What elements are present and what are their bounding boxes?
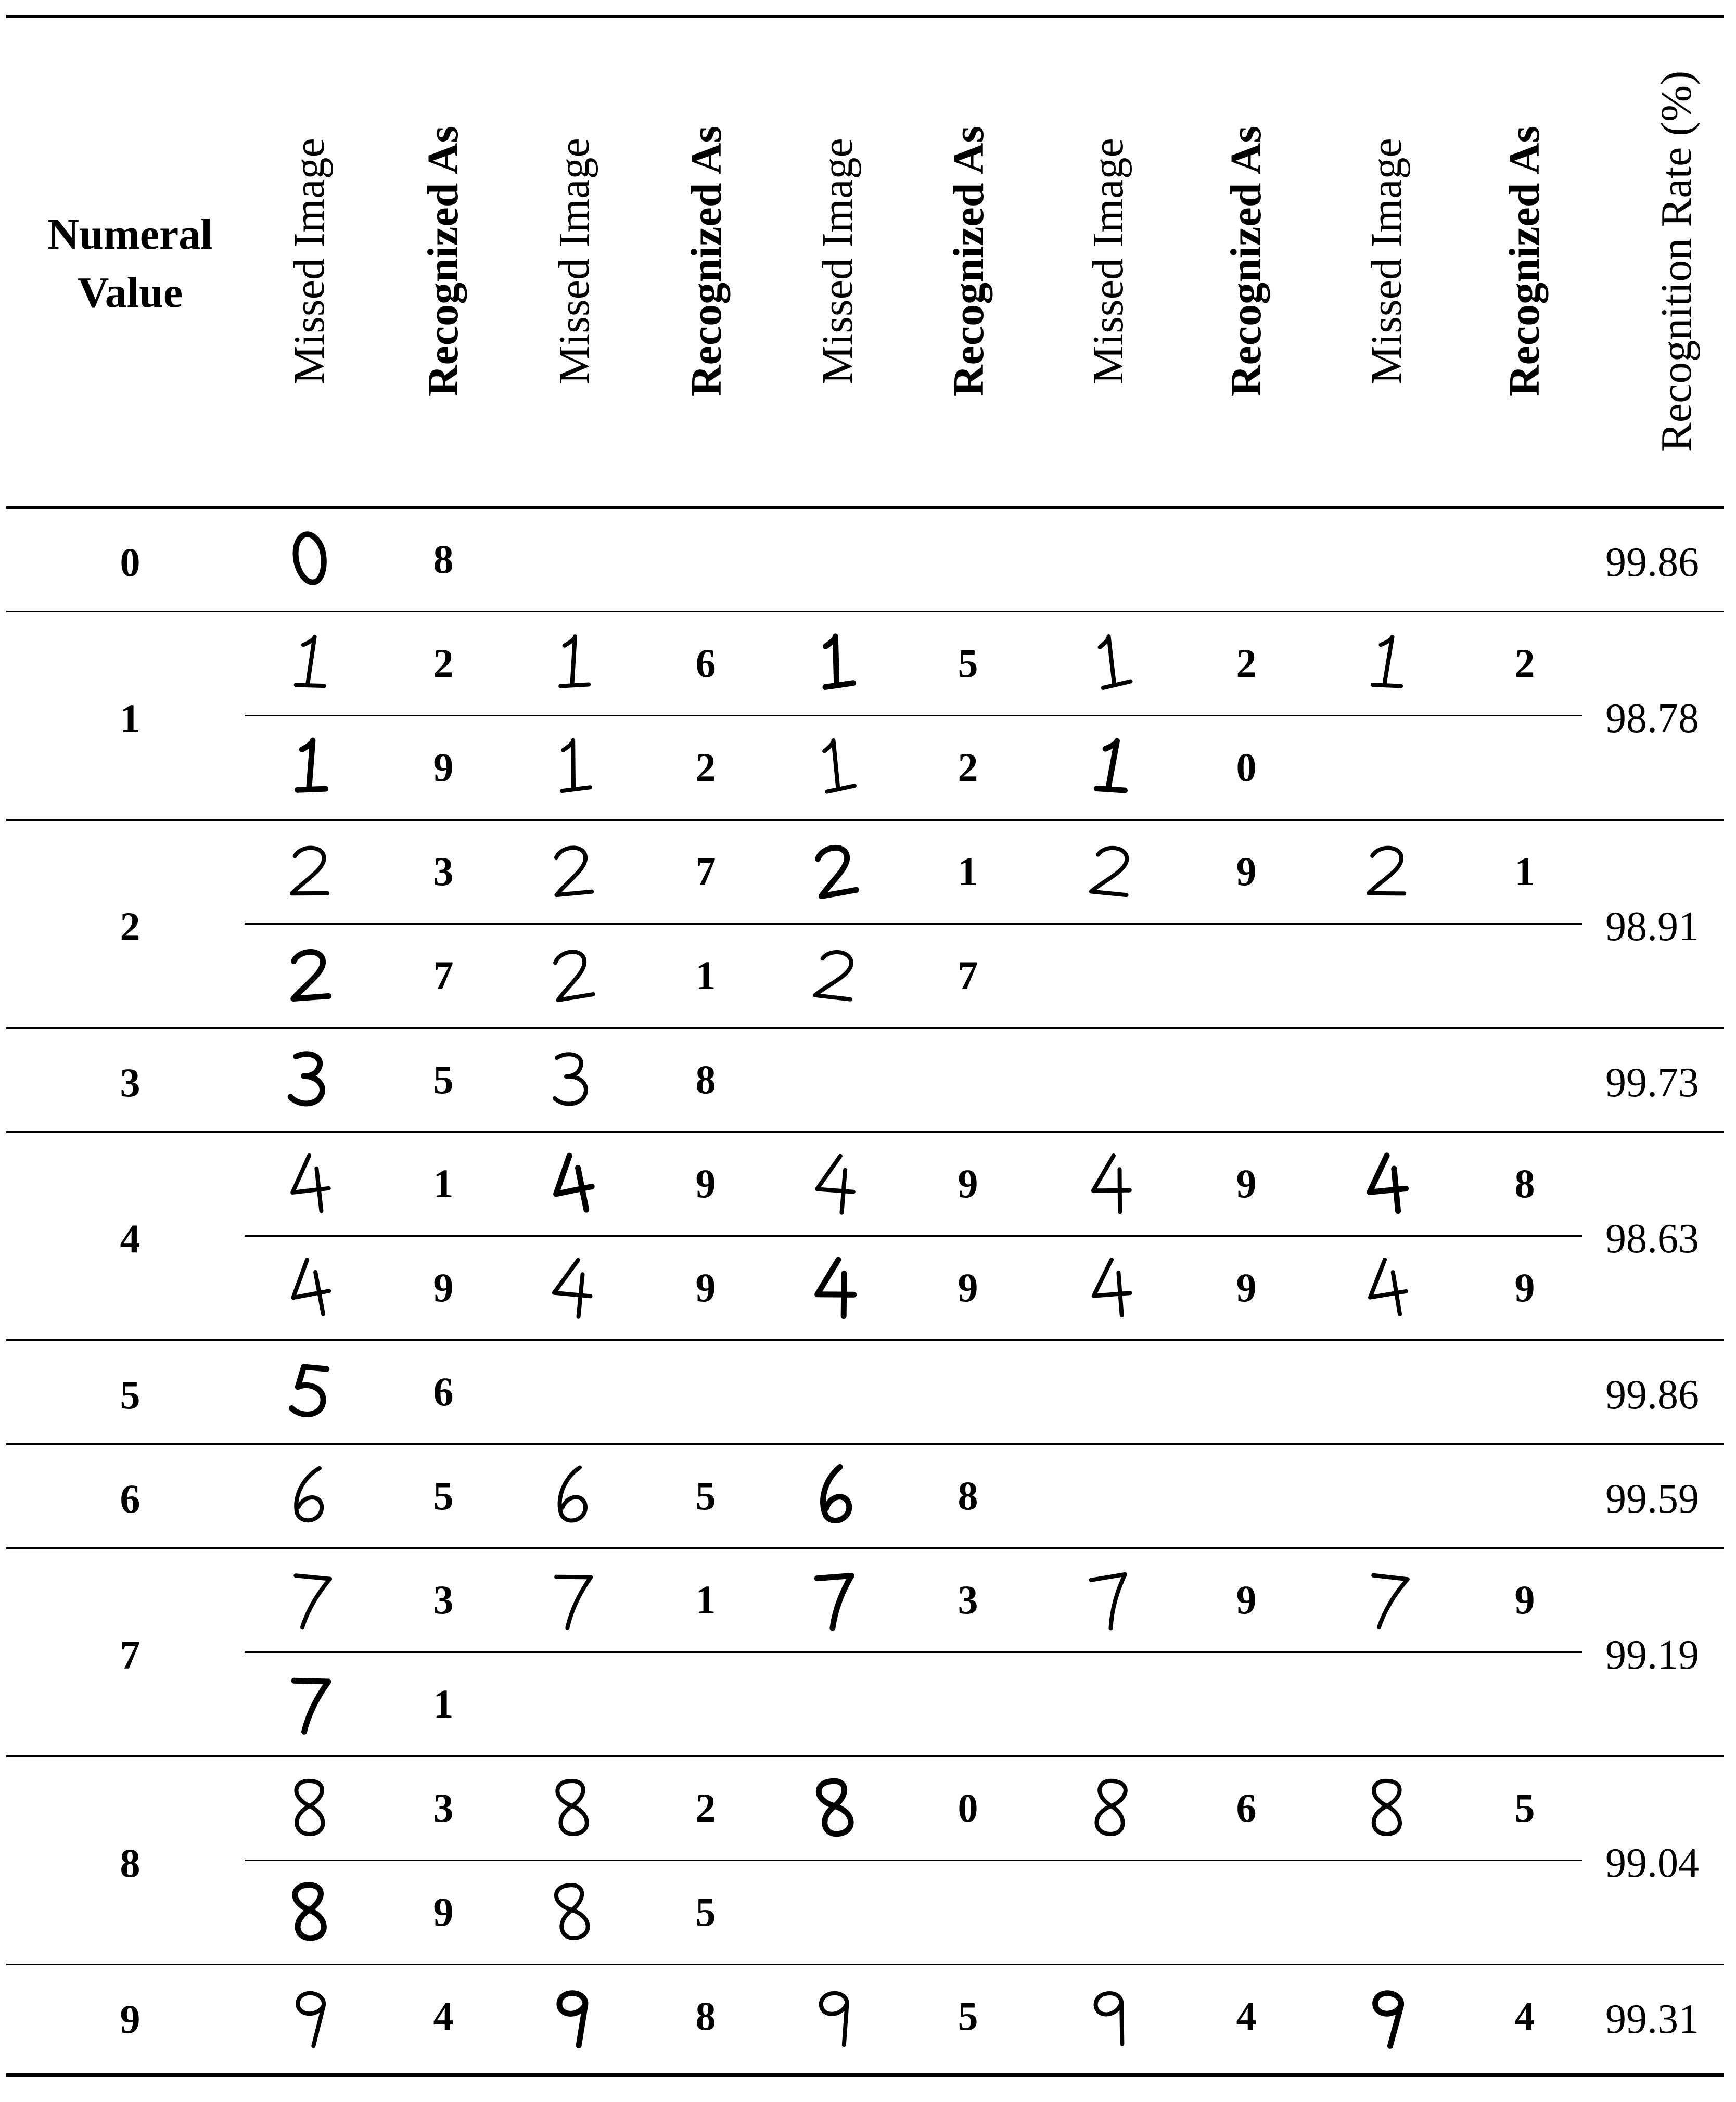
recognition-rate: 99.04: [1605, 1840, 1699, 1886]
recognized-as-value: 9: [695, 1161, 716, 1206]
recognized-as-value: 3: [433, 1577, 454, 1622]
recognized-as-value: 7: [958, 953, 978, 998]
recognized-as-value: 1: [695, 953, 716, 998]
recognized-as-value: 1: [433, 1161, 454, 1206]
handwritten-digit-1: [541, 628, 604, 701]
handwritten-digit-8: [541, 1877, 604, 1950]
recognized-as-value: 1: [433, 1681, 454, 1726]
recognized-as-value: 8: [695, 1057, 716, 1102]
recognized-as-value: 2: [695, 745, 716, 790]
handwritten-digit-4: [1356, 1148, 1418, 1221]
handwritten-digit-6: [804, 1460, 866, 1533]
handwritten-digit-8: [1356, 1773, 1418, 1845]
recognized-as-value: 2: [433, 640, 454, 686]
recognized-as-value: 6: [695, 640, 716, 686]
recognized-as-value: 7: [433, 953, 454, 998]
handwritten-digit-4: [1080, 1148, 1142, 1221]
handwritten-digit-9: [1080, 1981, 1142, 2054]
recognized-as-value: 9: [958, 1265, 978, 1310]
handwritten-digit-2: [804, 836, 866, 909]
results-table: Numeral Value Missed Image Recognized As Missed Image Recognized As Missed Image Recognized As Missed Image Recognized As Missed Image Recognized As Recognition Rate (%) 0 99.86 8 1 98.78 2 6 5 2 2 9 2 2 0 2 98.91 3 7 1 9 1 7 1 7 3 99.73 5 8 4 98.63 1 9 9 9 8 9 9 9 9 9 5 99.86 6 6 99.59 5 5 8 7 99.19 3 1 3 9 9 1 8 99.04 3 2 0 6 5 9 5 9 99.31 4 8 5 4 4: [0, 0, 1736, 2102]
recognized-as-value: 9: [1236, 1577, 1257, 1622]
recognized-as-value: 9: [1514, 1265, 1535, 1310]
recognition-rate: 99.19: [1605, 1632, 1699, 1678]
recognition-rate: 98.91: [1605, 904, 1699, 950]
row-rule: [6, 611, 1724, 612]
handwritten-digit-4: [278, 1148, 341, 1221]
top-rule: [6, 15, 1724, 18]
sub-row-rule: [245, 1860, 1582, 1861]
handwritten-digit-2: [541, 836, 604, 909]
recognized-as-value: 9: [1236, 1161, 1257, 1206]
recognized-as-value: 4: [1514, 1993, 1535, 2039]
handwritten-digit-8: [278, 1877, 341, 1950]
header-rule: [6, 506, 1724, 509]
handwritten-digit-7: [1080, 1565, 1142, 1637]
handwritten-digit-7: [278, 1669, 341, 1741]
handwritten-digit-8: [804, 1773, 866, 1845]
recognized-as-value: 5: [958, 1993, 978, 2039]
handwritten-digit-4: [1356, 1252, 1418, 1325]
recognized-as-value: 0: [1236, 745, 1257, 790]
row-rule: [6, 1339, 1724, 1341]
row-rule: [6, 1027, 1724, 1029]
recognized-as-value: 2: [1236, 640, 1257, 686]
recognized-as-value: 2: [695, 1785, 716, 1830]
handwritten-digit-7: [1356, 1565, 1418, 1637]
recognized-as-value: 7: [695, 849, 716, 894]
recognition-rate: 99.86: [1605, 540, 1699, 585]
numeral-value: 2: [120, 904, 141, 949]
handwritten-digit-1: [804, 732, 866, 805]
recognized-as-value: 9: [1236, 1265, 1257, 1310]
row-rule: [6, 1443, 1724, 1445]
recognized-as-value: 8: [958, 1473, 978, 1518]
recognized-as-value: 3: [433, 1785, 454, 1830]
handwritten-digit-9: [1356, 1981, 1418, 2054]
handwritten-digit-9: [804, 1981, 866, 2054]
recognized-as-value: 3: [958, 1577, 978, 1622]
recognized-as-value: 4: [433, 1993, 454, 2039]
row-rule: [6, 1131, 1724, 1133]
row-rule: [6, 1755, 1724, 1757]
recognition-rate: 98.78: [1605, 696, 1699, 741]
handwritten-digit-8: [278, 1773, 341, 1845]
handwritten-digit-0: [278, 524, 341, 597]
recognized-as-value: 5: [958, 640, 978, 686]
recognized-as-value: 5: [433, 1057, 454, 1102]
handwritten-digit-4: [278, 1252, 341, 1325]
numeral-value: 0: [120, 540, 141, 585]
sub-row-rule: [245, 923, 1582, 925]
recognized-as-value: 9: [1236, 849, 1257, 894]
recognized-as-value: 5: [1514, 1785, 1535, 1830]
recognition-rate: 98.63: [1605, 1216, 1699, 1262]
recognized-as-value: 9: [695, 1265, 716, 1310]
recognized-as-value: 5: [695, 1889, 716, 1934]
handwritten-digit-4: [1080, 1252, 1142, 1325]
recognized-as-value: 2: [1514, 640, 1535, 686]
recognized-as-value: 8: [1514, 1161, 1535, 1206]
recognized-as-value: 8: [695, 1993, 716, 2039]
handwritten-digit-4: [541, 1252, 604, 1325]
handwritten-digit-1: [1356, 628, 1418, 701]
header-numeral-value: Numeral Value: [47, 210, 213, 317]
handwritten-digit-1: [804, 628, 866, 701]
bottom-rule: [6, 2073, 1724, 2077]
recognized-as-value: 6: [433, 1369, 454, 1414]
handwritten-digit-1: [278, 628, 341, 701]
recognized-as-value: 1: [1514, 849, 1535, 894]
numeral-value: 3: [120, 1060, 141, 1105]
handwritten-digit-1: [1080, 732, 1142, 805]
handwritten-digit-2: [541, 940, 604, 1013]
handwritten-digit-6: [278, 1460, 341, 1533]
handwritten-digit-1: [1080, 628, 1142, 701]
recognized-as-value: 1: [695, 1577, 716, 1622]
recognized-as-value: 9: [433, 1889, 454, 1934]
numeral-value: 5: [120, 1372, 141, 1417]
recognized-as-value: 6: [1236, 1785, 1257, 1830]
handwritten-digit-9: [278, 1981, 341, 2054]
handwritten-digit-5: [278, 1356, 341, 1429]
recognition-rate: 99.86: [1605, 1372, 1699, 1418]
recognition-rate: 99.59: [1605, 1476, 1699, 1522]
handwritten-digit-2: [804, 940, 866, 1013]
handwritten-digit-4: [541, 1148, 604, 1221]
recognized-as-value: 5: [695, 1473, 716, 1518]
sub-row-rule: [245, 1235, 1582, 1237]
recognition-rate: 99.73: [1605, 1060, 1699, 1106]
handwritten-digit-3: [278, 1044, 341, 1117]
recognized-as-value: 4: [1236, 1993, 1257, 2039]
handwritten-digit-2: [278, 940, 341, 1013]
recognized-as-value: 8: [433, 536, 454, 582]
recognized-as-value: 9: [433, 745, 454, 790]
numeral-value: 4: [120, 1216, 141, 1261]
handwritten-digit-7: [278, 1565, 341, 1637]
handwritten-digit-7: [541, 1565, 604, 1637]
handwritten-digit-7: [804, 1565, 866, 1637]
recognized-as-value: 9: [433, 1265, 454, 1310]
handwritten-digit-4: [804, 1252, 866, 1325]
recognized-as-value: 9: [1514, 1577, 1535, 1622]
sub-row-rule: [245, 1651, 1582, 1653]
handwritten-digit-1: [541, 732, 604, 805]
handwritten-digit-1: [278, 732, 341, 805]
row-rule: [6, 819, 1724, 821]
recognized-as-value: 1: [958, 849, 978, 894]
sub-row-rule: [245, 715, 1582, 716]
handwritten-digit-8: [541, 1773, 604, 1845]
numeral-value: 6: [120, 1476, 141, 1521]
recognized-as-value: 3: [433, 849, 454, 894]
handwritten-digit-2: [278, 836, 341, 909]
handwritten-digit-2: [1356, 836, 1418, 909]
handwritten-digit-9: [541, 1981, 604, 2054]
numeral-value: 1: [120, 696, 141, 741]
numeral-value: 8: [120, 1840, 141, 1886]
recognition-rate: 99.31: [1605, 1996, 1699, 2042]
recognized-as-value: 9: [958, 1161, 978, 1206]
recognized-as-value: 2: [958, 745, 978, 790]
handwritten-digit-6: [541, 1460, 604, 1533]
recognized-as-value: 0: [958, 1785, 978, 1830]
handwritten-digit-8: [1080, 1773, 1142, 1845]
handwritten-digit-2: [1080, 836, 1142, 909]
row-rule: [6, 1547, 1724, 1549]
handwritten-digit-3: [541, 1044, 604, 1117]
recognized-as-value: 5: [433, 1473, 454, 1518]
numeral-value: 9: [120, 1996, 141, 2042]
row-rule: [6, 1964, 1724, 1965]
numeral-value: 7: [120, 1632, 141, 1677]
handwritten-digit-4: [804, 1148, 866, 1221]
